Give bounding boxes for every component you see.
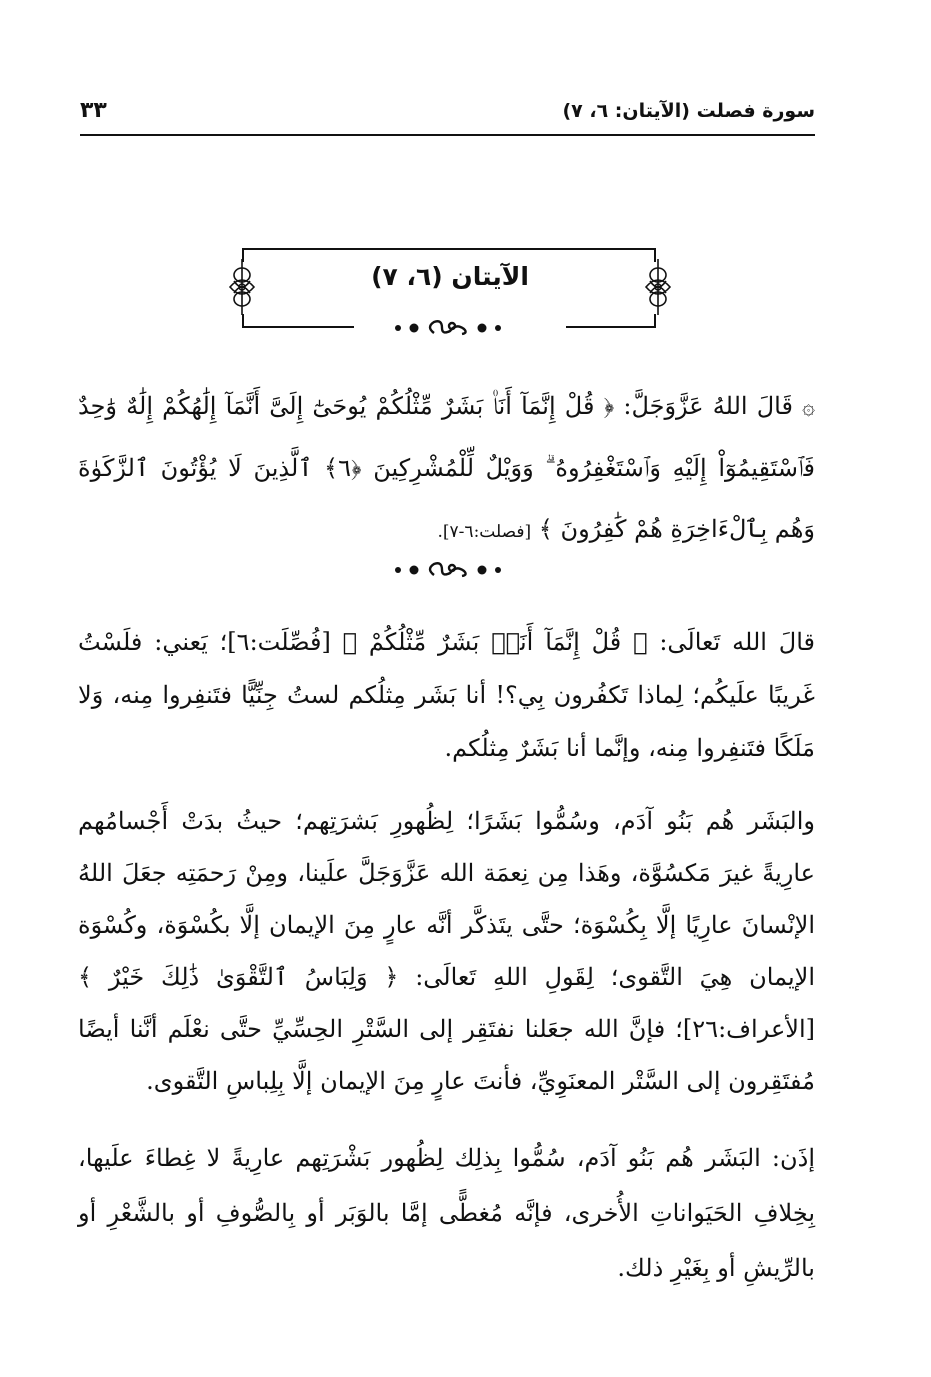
page-number: ٣٣ <box>80 98 107 123</box>
dots-ornament-icon <box>394 559 504 581</box>
running-header <box>80 98 815 136</box>
section-title: الآيتان (٦، ٧) <box>371 262 529 291</box>
rosette-icon: ۞ <box>802 395 815 420</box>
verse-text: قَالَ اللهُ عَزَّوَجَلَّ: ﴿ قُلْ إِنَّمَآ أَنَا۠ بَشَرٌ مِّثْلُكُمْ يُوحَىٰٓ إِلَىَّ أَنَّمَآ إِلَٰهُكُمْ إِلَٰهٌ وَٰحِدٌ فَٱسْتَقِيمُوٓاْ إِلَيْهِ وَٱسْتَغْفِرُوهُ ۗ وَوَيْلٌ لِّلْمُشْرِكِينَ ﴿٦﴾ ٱلَّذِينَ لَا يُؤْتُونَ ٱلزَّكَوٰةَ وَهُم بِٱلْءَاخِرَةِ هُمْ كَٰفِرُونَ ﴾ <box>78 392 815 543</box>
paragraph-text: والبَشَر هُم بَنُو آدَم، وسُمُّوا بَشَرًا؛ لِظُهورِ بَشرَتِهم؛ حيثُ بدَتْ أَجْسامُهم عارِيةً غيرَ مَكسُوَّة، وهَذا مِن نِعمَة الله عَزَّوَجَلَّ علَينا، ومِنْ رَحمَتِه جعَلَ اللهُ الإنْسانَ عارِيًا إلَّا بِكُسْوَة؛ حتَّى يتَذكَّر أنَّه عارٍ مِنَ الإيمان إلَّا بكُسْوَة، وكُسْوَة الإيمان هِيَ التَّقوى؛ لِقَولِ اللهِ تَعالَى: ﴿ وَلِبَاسُ ٱلتَّقْوَىٰ ذَٰلِكَ خَيْرٌ ﴾ [الأعراف:٢٦]؛ فإنَّ الله جعَلنا نفتَقِر إلى السَّتْرِ الحِسِّيِّ حتَّى نعْلَم أنَّنا أيضًا مُفتَقِرون إلى السَّتْر المعنَوِيِّ، فأنتَ عارٍ مِنَ الإيمان إلَّا بِلِباسِ التَّقوى. <box>78 807 815 1095</box>
paragraph-3 <box>78 1131 815 1296</box>
quran-verse-block <box>78 376 815 563</box>
knot-ornament-left-icon <box>226 259 258 315</box>
paragraph-2 <box>78 795 815 1107</box>
dots-ornament-icon <box>394 317 504 339</box>
verse-reference: [فصلت:٦-٧]. <box>437 522 532 542</box>
paragraph-text: قالَ الله تَعالَى: ﴿ قُلْ إِنَّمَآ أَنَا۠ بَشَرٌ مِّثْلُكُمْ ﴾ [فُصِّلَت:٦]؛ يَعني: فلَسْتُ غَريبًا علَيكُم؛ لِماذا تَكفُرون بِي؟! أنا بَشَر مِثلُكم لستُ جِنِّيًّا فتَنفِروا مِنه، وَلا مَلَكًا فتَنفِروا مِنه، وإنَّما أنا بَشَرٌ مِثلُكم. <box>78 628 816 762</box>
running-title: سورة فصلت (الآيتان: ٦، ٧) <box>562 100 815 122</box>
knot-ornament-right-icon <box>642 259 674 315</box>
paragraph-1 <box>78 616 815 775</box>
paragraph-text: إذَن: البَشَر هُم بَنُو آدَم، سُمُّوا بِذلِك لِظُهور بَشْرَتِهم عارِيةً لا غِطاءَ علَيها، بِخِلافِ الحَيَواناتِ الأُخرى، فإنَّه مُغطًّى إمَّا بالوَبَر أو بِالصُّوفِ أو بالشَّعْرِ أو بالرِّيشِ أو بِغَيْرِ ذلك. <box>78 1144 815 1282</box>
